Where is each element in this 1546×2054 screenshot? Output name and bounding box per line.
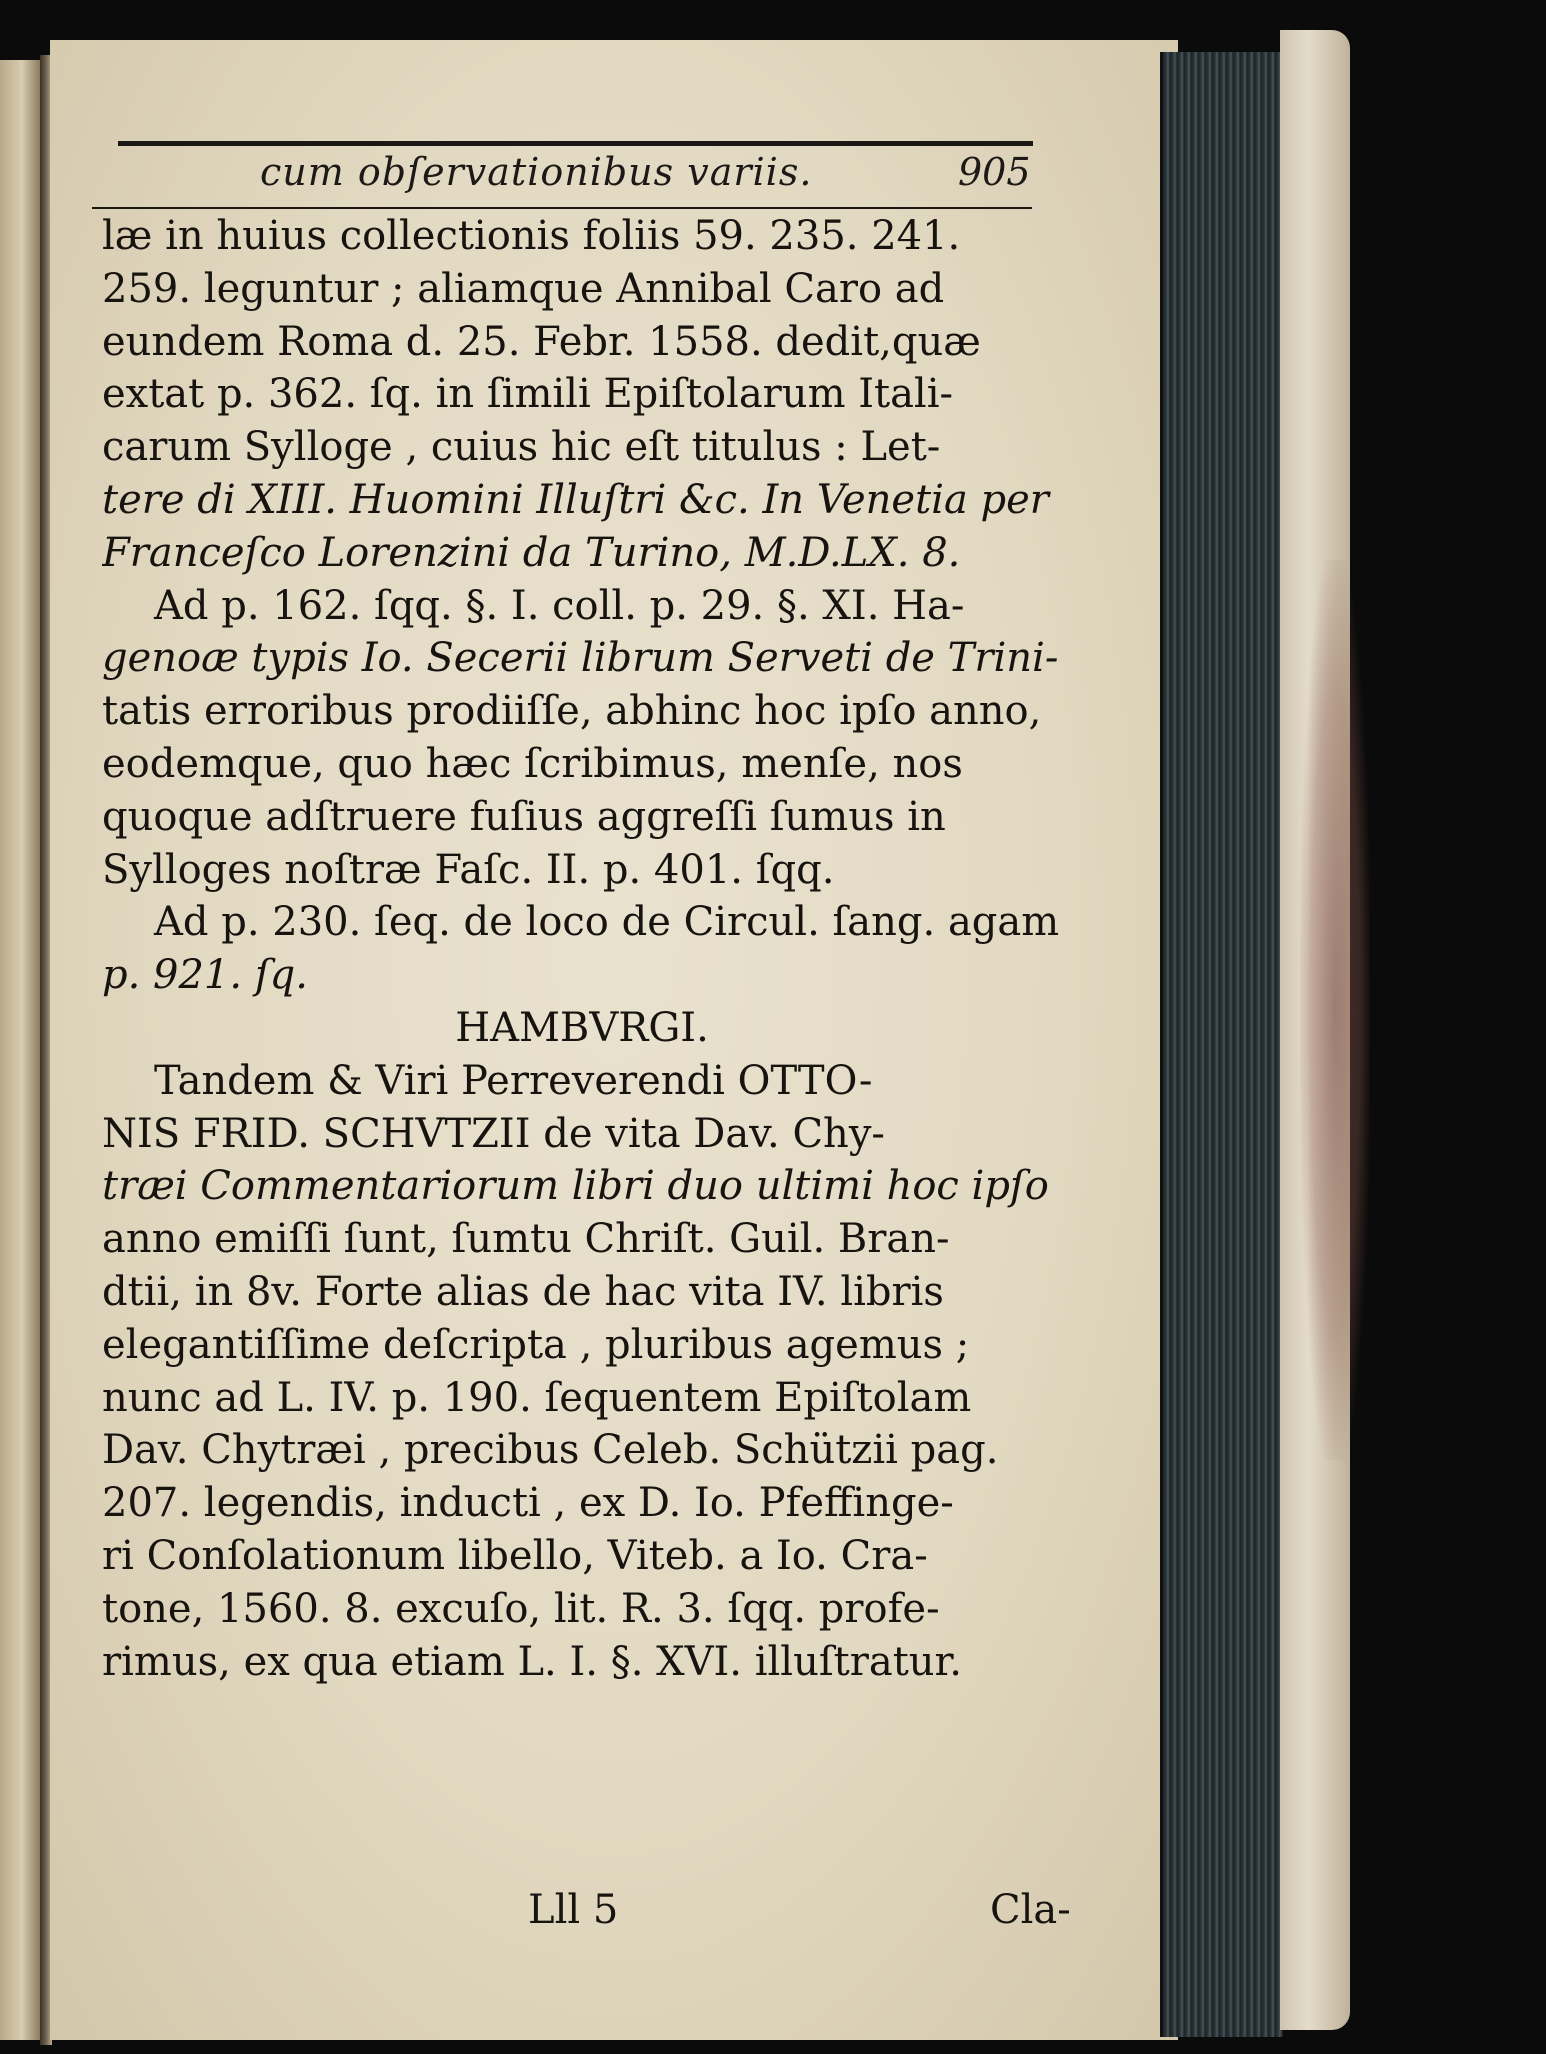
signature-mark: Lll 5 [528, 1887, 619, 1933]
text-line: 259. leguntur ; aliamque Annibal Caro ad [102, 265, 945, 312]
left-page-edge [0, 60, 42, 2040]
text-line: Franceſco Lorenzini da Turino, M.D.LX. 8. [102, 529, 961, 576]
text-line: carum Sylloge , cuius hic eſt titulus : Let- [102, 424, 941, 471]
stain-mark [1300, 560, 1370, 1460]
section-heading: HAMBVRGI. [455, 1004, 709, 1051]
body-text [102, 210, 1062, 1688]
text-line: Dav. Chytræi , precibus Celeb. Schützii pag. [102, 1427, 999, 1474]
running-title: cum obſervationibus variis. [260, 150, 813, 194]
text-line: anno emiſſi ſunt, ſumtu Chriſt. Guil. Bran- [102, 1216, 950, 1263]
text-line: nunc ad L. IV. p. 190. ſequentem Epiſtolam [102, 1374, 972, 1421]
text-line: NIS FRID. SCHVTZII de vita Dav. Chy- [102, 1110, 885, 1157]
header-rule [118, 141, 1033, 146]
text-line: Ad p. 230. ſeq. de loco de Circul. ſang. agam [154, 899, 1060, 946]
text-line: dtii, in 8v. Forte alias de hac vita IV. libris [102, 1268, 944, 1315]
page-number: 905 [958, 150, 1031, 194]
text-line: genoæ typis Io. Secerii librum Serveti de Trini- [102, 635, 1059, 682]
text-line: træi Commentariorum libri duo ultimi hoc ipſo [102, 1163, 1049, 1210]
text-line: Ad p. 162. ſqq. §. I. coll. p. 29. §. XI. Ha- [154, 582, 965, 629]
text-line: eodemque, quo hæc ſcribimus, menſe, nos [102, 740, 963, 787]
text-line: tatis erroribus prodiiſſe, abhinc hoc ipſo anno, [102, 688, 1042, 735]
catchword: Cla- [990, 1887, 1071, 1933]
text-line: eundem Roma d. 25. Febr. 1558. dedit,quæ [102, 318, 981, 365]
text-line: quoque adſtruere fuſius aggreſſi ſumus in [102, 793, 946, 840]
header-rule-lower [92, 207, 1032, 209]
text-line: rimus, ex qua etiam L. I. §. XVI. illuſtratur. [102, 1638, 962, 1685]
text-line: tone, 1560. 8. excuſo, lit. R. 3. ſqq. profe- [102, 1585, 940, 1632]
text-line: elegantiſſime deſcripta , pluribus agemus ; [102, 1321, 970, 1368]
text-line: 207. legendis, inducti , ex D. Io. Pfeffinge- [102, 1480, 954, 1527]
text-line: læ in huius collectionis foliis 59. 235. 241. [102, 213, 961, 259]
text-line: tere di XIII. Huomini Illuſtri &c. In Venetia per [102, 476, 1049, 523]
text-line: p. 921. ſq. [102, 952, 308, 999]
text-line: Sylloges noſtræ Faſc. II. p. 401. ſqq. [102, 846, 835, 893]
text-line: Tandem & Viri Perreverendi OTTO- [154, 1057, 873, 1104]
text-line: extat p. 362. ſq. in ſimili Epiſtolarum Itali- [102, 371, 954, 418]
page-block-edge [1160, 52, 1283, 2037]
text-line: ri Conſolationum libello, Viteb. a Io. Cra- [102, 1532, 928, 1579]
